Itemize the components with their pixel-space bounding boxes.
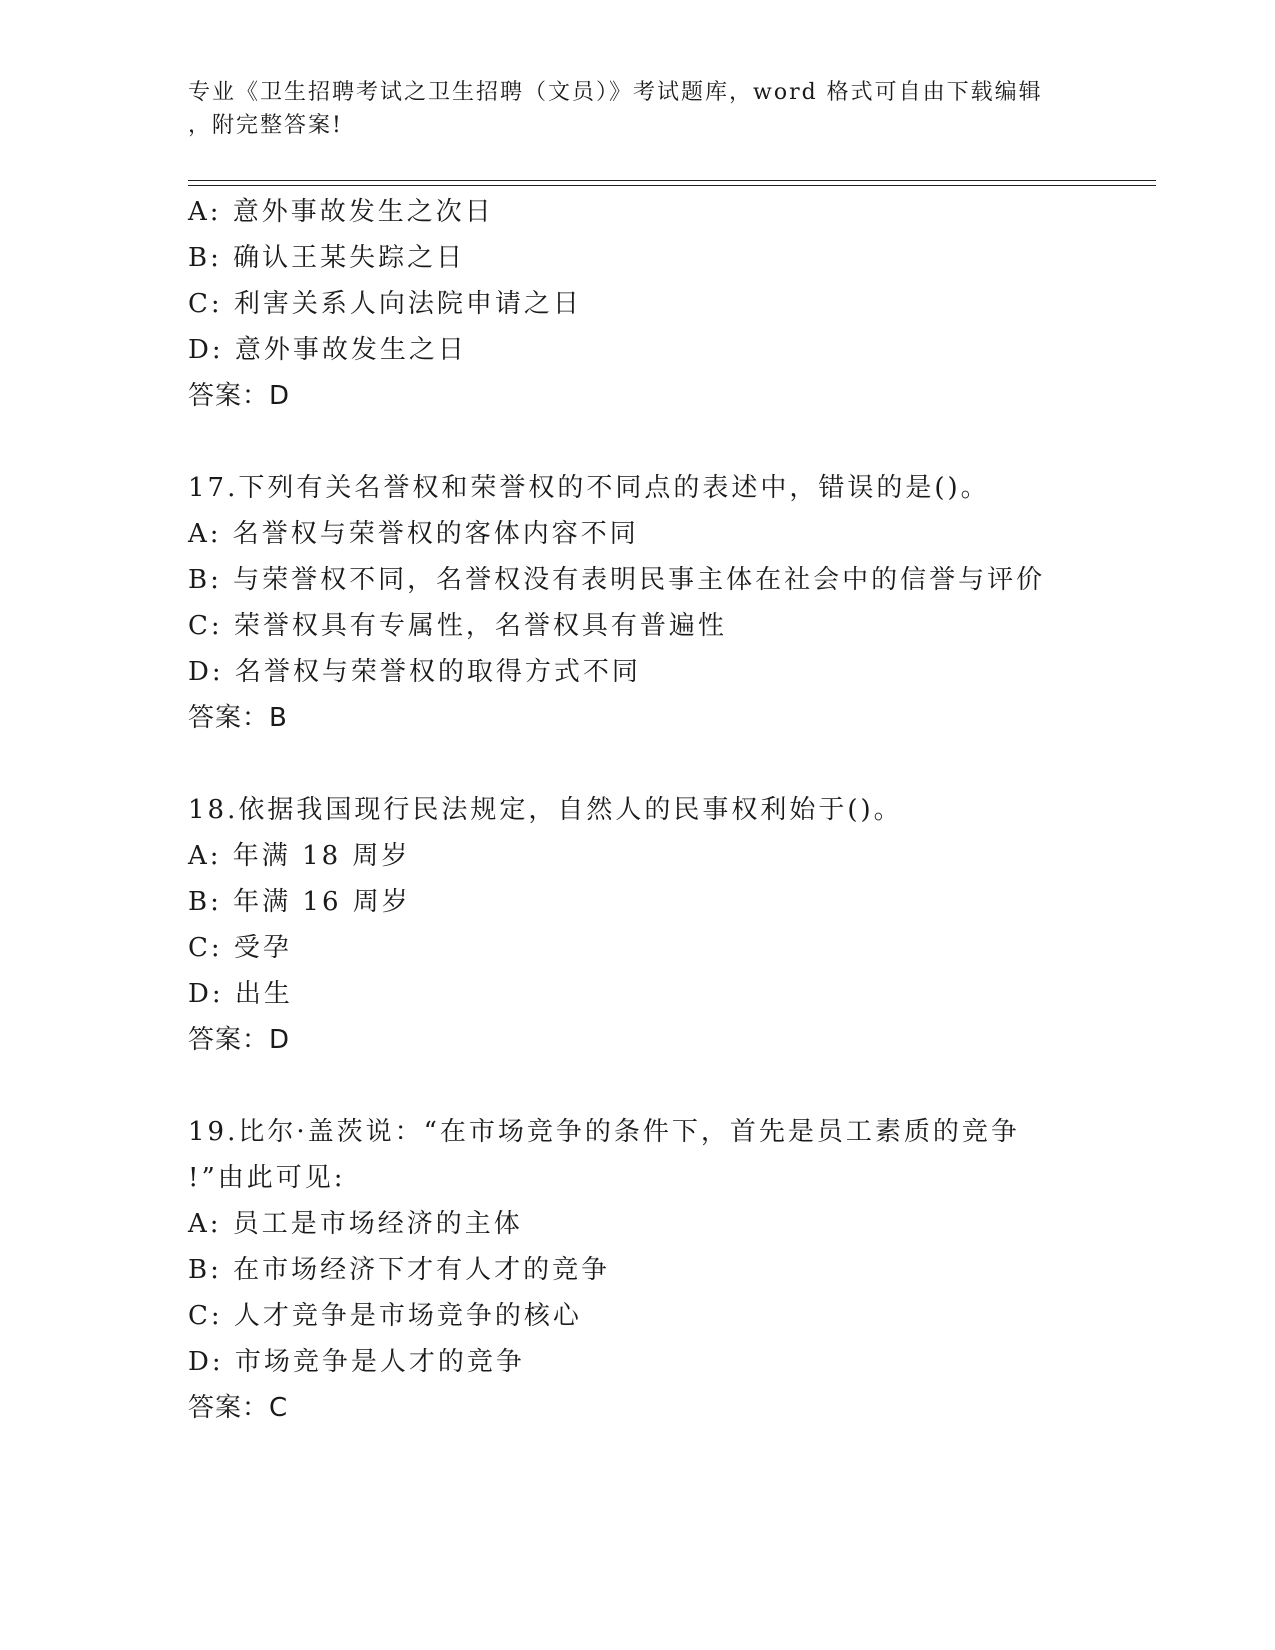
option-b: B: 在市场经济下才有人才的竞争 [188,1255,611,1285]
spacer [188,419,1148,465]
question-17 [188,465,1148,741]
question-list [188,189,1148,1431]
option-b: B: 与荣誉权不同，名誉权没有表明民事主体在社会中的信誉与评价 [188,565,1046,595]
option-b: B: 年满 16 周岁 [188,887,411,917]
option-d: D: 市场竞争是人才的竞争 [188,1347,525,1377]
question-stem: 17.下列有关名誉权和荣誉权的不同点的表述中，错误的是()。 [188,473,990,503]
option-a: A: 意外事故发生之次日 [188,197,494,227]
option-c: C: 人才竞争是市场竞争的核心 [188,1301,582,1331]
option-a: A: 名誉权与荣誉权的客体内容不同 [188,519,639,549]
question-18 [188,787,1148,1063]
option-b: B: 确认王某失踪之日 [188,243,466,273]
option-c: C: 荣誉权具有专属性，名誉权具有普遍性 [188,611,727,641]
header-divider-bottom [188,185,1156,186]
answer: 答案：D [188,1025,291,1055]
question-stem: 18.依据我国现行民法规定，自然人的民事权利始于()。 [188,795,903,825]
option-c: C: 受孕 [188,933,292,963]
question-16 [188,189,1148,419]
option-a: A: 年满 18 周岁 [188,841,411,871]
option-a: A: 员工是市场经济的主体 [188,1209,523,1239]
question-stem-line-2: !”由此可见: [188,1163,346,1193]
option-d: D: 意外事故发生之日 [188,335,467,365]
answer: 答案：C [188,1393,289,1423]
question-19 [188,1109,1148,1431]
option-d: D: 名誉权与荣誉权的取得方式不同 [188,657,641,687]
answer: 答案：D [188,381,291,411]
option-d: D: 出生 [188,979,293,1009]
header-line-1: 专业《卫生招聘考试之卫生招聘（文员）》考试题库，word 格式可自由下载编辑 [188,80,1043,105]
spacer [188,1063,1148,1109]
answer: 答案：B [188,703,288,733]
question-stem-line-1: 19.比尔·盖茨说：“在市场竞争的条件下，首先是员工素质的竞争 [188,1117,1020,1147]
spacer [188,741,1148,787]
header-line-2: ，附完整答案! [188,113,343,138]
option-c: C: 利害关系人向法院申请之日 [188,289,582,319]
document-header [188,76,1068,142]
header-divider-top [188,180,1156,181]
